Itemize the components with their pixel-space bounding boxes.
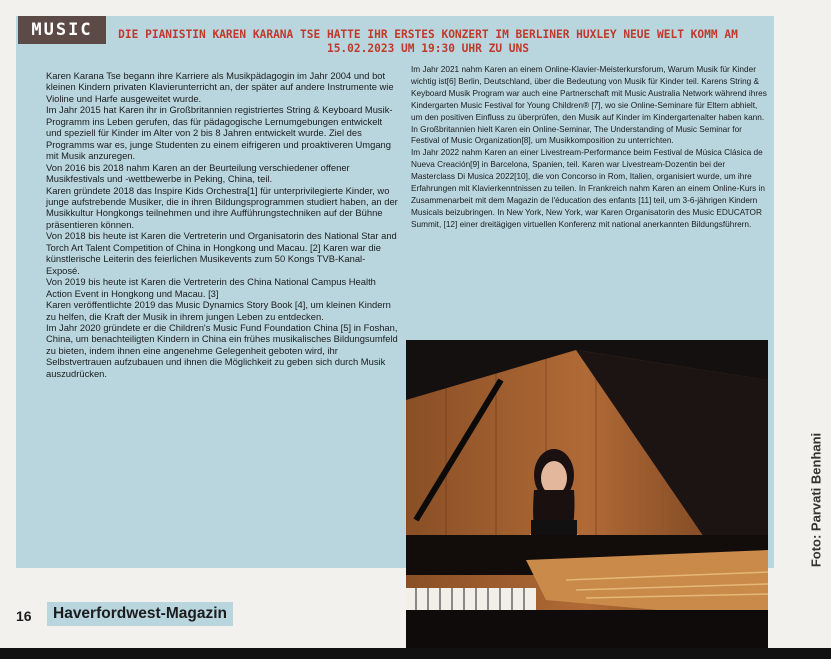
paragraph: Von 2019 bis heute ist Karen die Vertreterin des China National Campus Health Action Event in Hongkong und Macau. [3]: [46, 276, 376, 299]
bottom-edge: [0, 648, 831, 659]
paragraph: Im Jahr 2020 gründete er die Children's Music Fund Foundation China [5] in Foshan, China, um benachteiligten Kindern in China ein frühes musikalisches Bildungsumfeld zu bieten, indem ihnen eine angenehme Gelegenheit geboten wird, ihr Selbstvertrauen aufzubauen und ihnen die Möglichkeit zu geben sich durch Musik auszudrücken.: [46, 321, 398, 379]
photo-credit: [806, 410, 826, 590]
paragraph: Karen veröffentlichte 2019 das Music Dynamics Story Book [4], um kleinen Kindern zu helfen, die Kraft der Musik in ihrem jungen Leben zu entdecken.: [46, 299, 391, 322]
right-column: [411, 64, 767, 231]
paragraph: Von 2018 bis heute ist Karen die Vertreterin und Organisatorin des National Star and Torch Art Talent Competition of China in Hongkong und Macau. [2] Karen war die künstlerische Leiterin des feierlichen Musikevents zum 50 Kongs TVB-Kanal-Exposé.: [46, 230, 397, 276]
paragraph: Im Jahr 2021 nahm Karen an einem Online-Klavier-Meisterkursforum, Warum Musik für Kinder wichtig ist[6] Berlin, Deutschland, über die Bedeutung von Musik für Kinder teil. Karens String & Keyboard Musik Program war auch eine Partnerschaft mit Music Australia Network während ihres Kindergarten Music Festival for Young Children® [7], wo sie Online-Seminare für Eltern abhielt, um den positiven Einfluss zu überprüfen, den Musik auf Kinder im Kindergartenalter haben kann. In Großbritannien hielt Karen ein Online-Seminar, The Understanding of Music Seminar for Festival of Music Organization[8], um Musikkomposition zu unterrichten.: [411, 65, 767, 146]
article-headline: DIE PIANISTIN KAREN KARANA TSE HATTE IHR ERSTES KONZERT IM BERLINER HUXLEY NEUE WELT KOMM AM 15.02.2023 UM 19:30 UHR ZU UNS: [118, 28, 738, 55]
paragraph: Im Jahr 2022 nahm Karen an einer Livestream-Performance beim Festival de Música Clásica de Nueva Creación[9] in Barcelona, Spanien, teil. Karen war Livestream-Dozentin bei der Masterclass Di Musica 2022[10], die von Concorso in Rom, Italien, organisiert wurde, um ihre Erfahrungen mit Klavierkenntnissen zu teilen. In Frankreich nahm Karen an einem Online-Kurs in Zusammenarbeit mit dem Magazin de l'éducation des enfants [11] teil, um 3-6-jährigen Kindern Musicals beizubringen. In New York, New York, war Karen Organisatorin des Music EDUCATOR Summit, [12] einer dreitägigen virtuellen Konferenz mit national anerkannten Bildungsführern.: [411, 148, 766, 229]
pianist-photo: [406, 340, 768, 659]
paragraph: Karen gründete 2018 das Inspire Kids Orchestra[1] für unterprivilegierte Kinder, wo junge aufstrebende Musiker, die in ihren Bildungsprogrammen studiert haben, an der Musikkultur Hongkongs teilnehmen und ihre Aufführungstechniken auf der Bühne präsentieren können.: [46, 184, 398, 230]
paragraph: Von 2016 bis 2018 nahm Karen an der Beurteilung verschiedener offener Musikfestivals und -wettbewerbe in Peking, China, teil.: [46, 161, 350, 185]
paragraph: Karen Karana Tse begann ihre Karriere als Musikpädagogin im Jahr 2004 und bot kleinen Kindern privaten Klavierunterricht an, der später auf andere Instrumente wie Violine und Harfe ausgeweitet wurde.: [46, 70, 394, 104]
piano-illustration: [406, 340, 768, 659]
photo-credit-text: Foto: Parvati Benhani: [808, 432, 824, 568]
left-column: [46, 70, 398, 379]
section-label: MUSIC: [18, 16, 106, 44]
page-number: 16: [16, 608, 32, 624]
magazine-name: Haverfordwest-Magazin: [47, 602, 233, 626]
paragraph: Im Jahr 2015 hat Karen ihr in Großbritannien registriertes String & Keyboard Musik-Programm ins Leben gerufen, das für pädagogische Lernumgebungen entwickelt und speziell für Kinder im Alter von 2 bis 8 Jahren entwickelt wurde. Ziel des Programms war es, junge Studenten zu einem eifrigeren und proaktiveren Umgang mit Musik anzuregen.: [46, 104, 393, 162]
